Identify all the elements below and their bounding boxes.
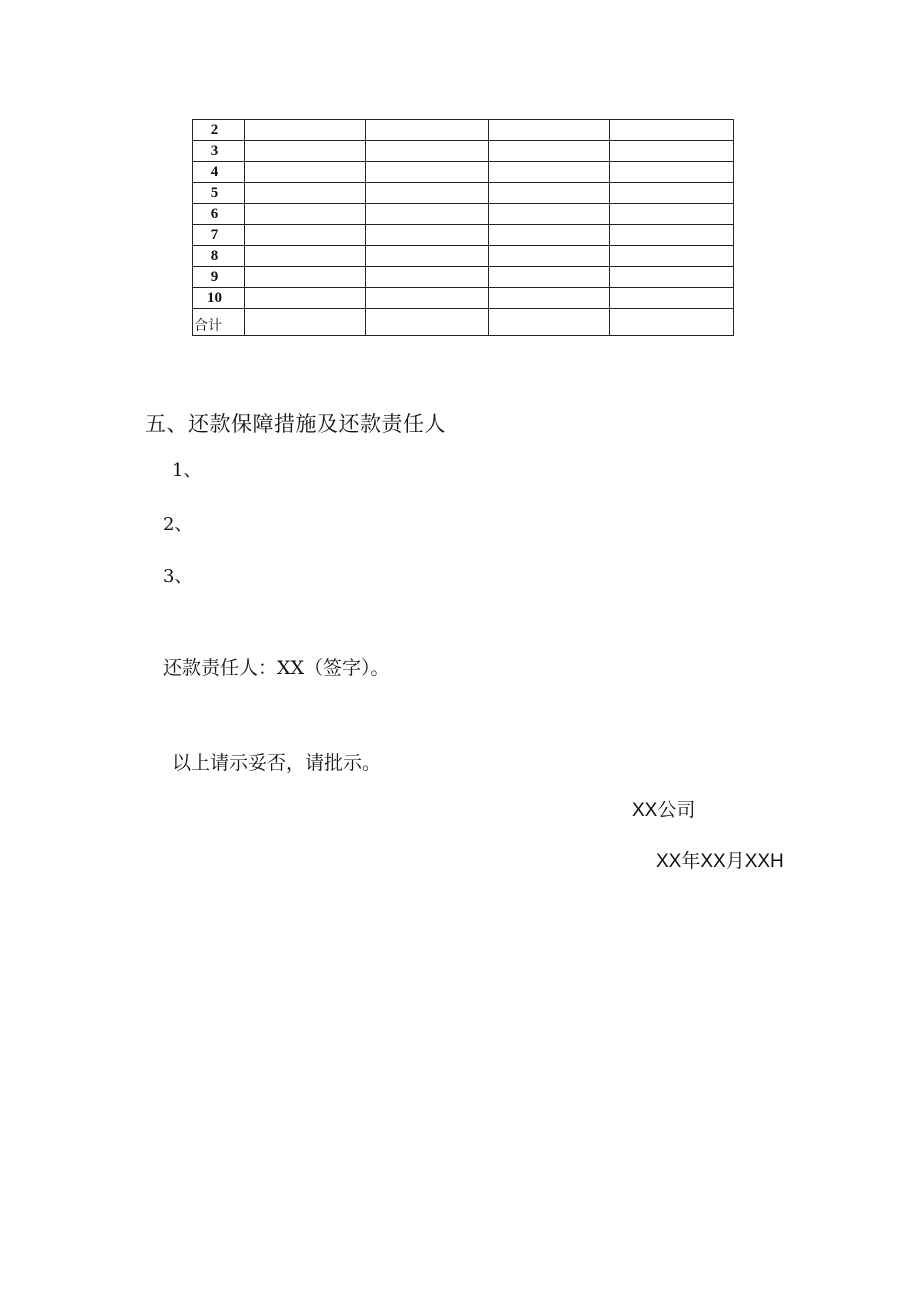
table-cell <box>489 141 610 162</box>
table-cell <box>610 267 734 288</box>
table-cell <box>366 246 489 267</box>
table-cell <box>610 120 734 141</box>
table-row <box>193 141 734 162</box>
table-row <box>193 267 734 288</box>
table-cell <box>610 141 734 162</box>
closing-request: 以上请示妥否，请批示。 <box>172 752 382 774</box>
table-cell <box>245 183 366 204</box>
table-cell <box>366 288 489 309</box>
table-row <box>193 288 734 309</box>
table-cell <box>245 225 366 246</box>
table-cell <box>610 225 734 246</box>
table-row <box>193 225 734 246</box>
table-cell <box>245 288 366 309</box>
table-row <box>193 120 734 141</box>
company-name: XX公司 <box>632 800 696 821</box>
table-cell <box>610 162 734 183</box>
table-cell <box>489 267 610 288</box>
table-cell <box>245 204 366 225</box>
table-row <box>193 183 734 204</box>
measure-item-3: 3、 <box>163 566 193 587</box>
measure-item-2: 2、 <box>163 514 193 535</box>
table-row <box>193 246 734 267</box>
table-cell <box>366 120 489 141</box>
table-cell <box>489 183 610 204</box>
table-cell <box>366 141 489 162</box>
table-cell <box>366 162 489 183</box>
total-label: 合计 <box>193 309 245 336</box>
row-number: 2 <box>193 120 245 141</box>
repayment-plan-table <box>192 119 734 336</box>
table-cell <box>489 225 610 246</box>
measure-item-1: 1、 <box>172 460 202 481</box>
document-date: XX年XX月XXH <box>656 851 784 872</box>
row-number: 4 <box>193 162 245 183</box>
table-cell <box>245 141 366 162</box>
row-number: 3 <box>193 141 245 162</box>
table-cell <box>245 120 366 141</box>
table-cell <box>489 162 610 183</box>
table-cell <box>366 225 489 246</box>
table-cell <box>366 309 489 336</box>
table-cell <box>366 183 489 204</box>
table-row <box>193 204 734 225</box>
table-cell <box>610 183 734 204</box>
table-cell <box>610 246 734 267</box>
section-heading: 五、还款保障措施及还款责任人 <box>145 412 446 436</box>
row-number: 6 <box>193 204 245 225</box>
table-cell <box>610 288 734 309</box>
table-cell <box>489 309 610 336</box>
row-number: 9 <box>193 267 245 288</box>
table-cell <box>245 246 366 267</box>
row-number: 5 <box>193 183 245 204</box>
table-cell <box>366 204 489 225</box>
table-cell <box>245 162 366 183</box>
table-cell <box>489 288 610 309</box>
table-row <box>193 162 734 183</box>
row-number: 7 <box>193 225 245 246</box>
total-row <box>193 309 734 336</box>
table-cell <box>610 309 734 336</box>
responsible-person-line: 还款责任人：XX（签字）。 <box>163 657 390 679</box>
table-cell <box>245 267 366 288</box>
table-cell <box>489 120 610 141</box>
row-number: 8 <box>193 246 245 267</box>
table-cell <box>610 204 734 225</box>
table-cell <box>245 309 366 336</box>
table-cell <box>366 267 489 288</box>
table-cell <box>489 204 610 225</box>
table-cell <box>489 246 610 267</box>
row-number: 10 <box>193 288 245 309</box>
